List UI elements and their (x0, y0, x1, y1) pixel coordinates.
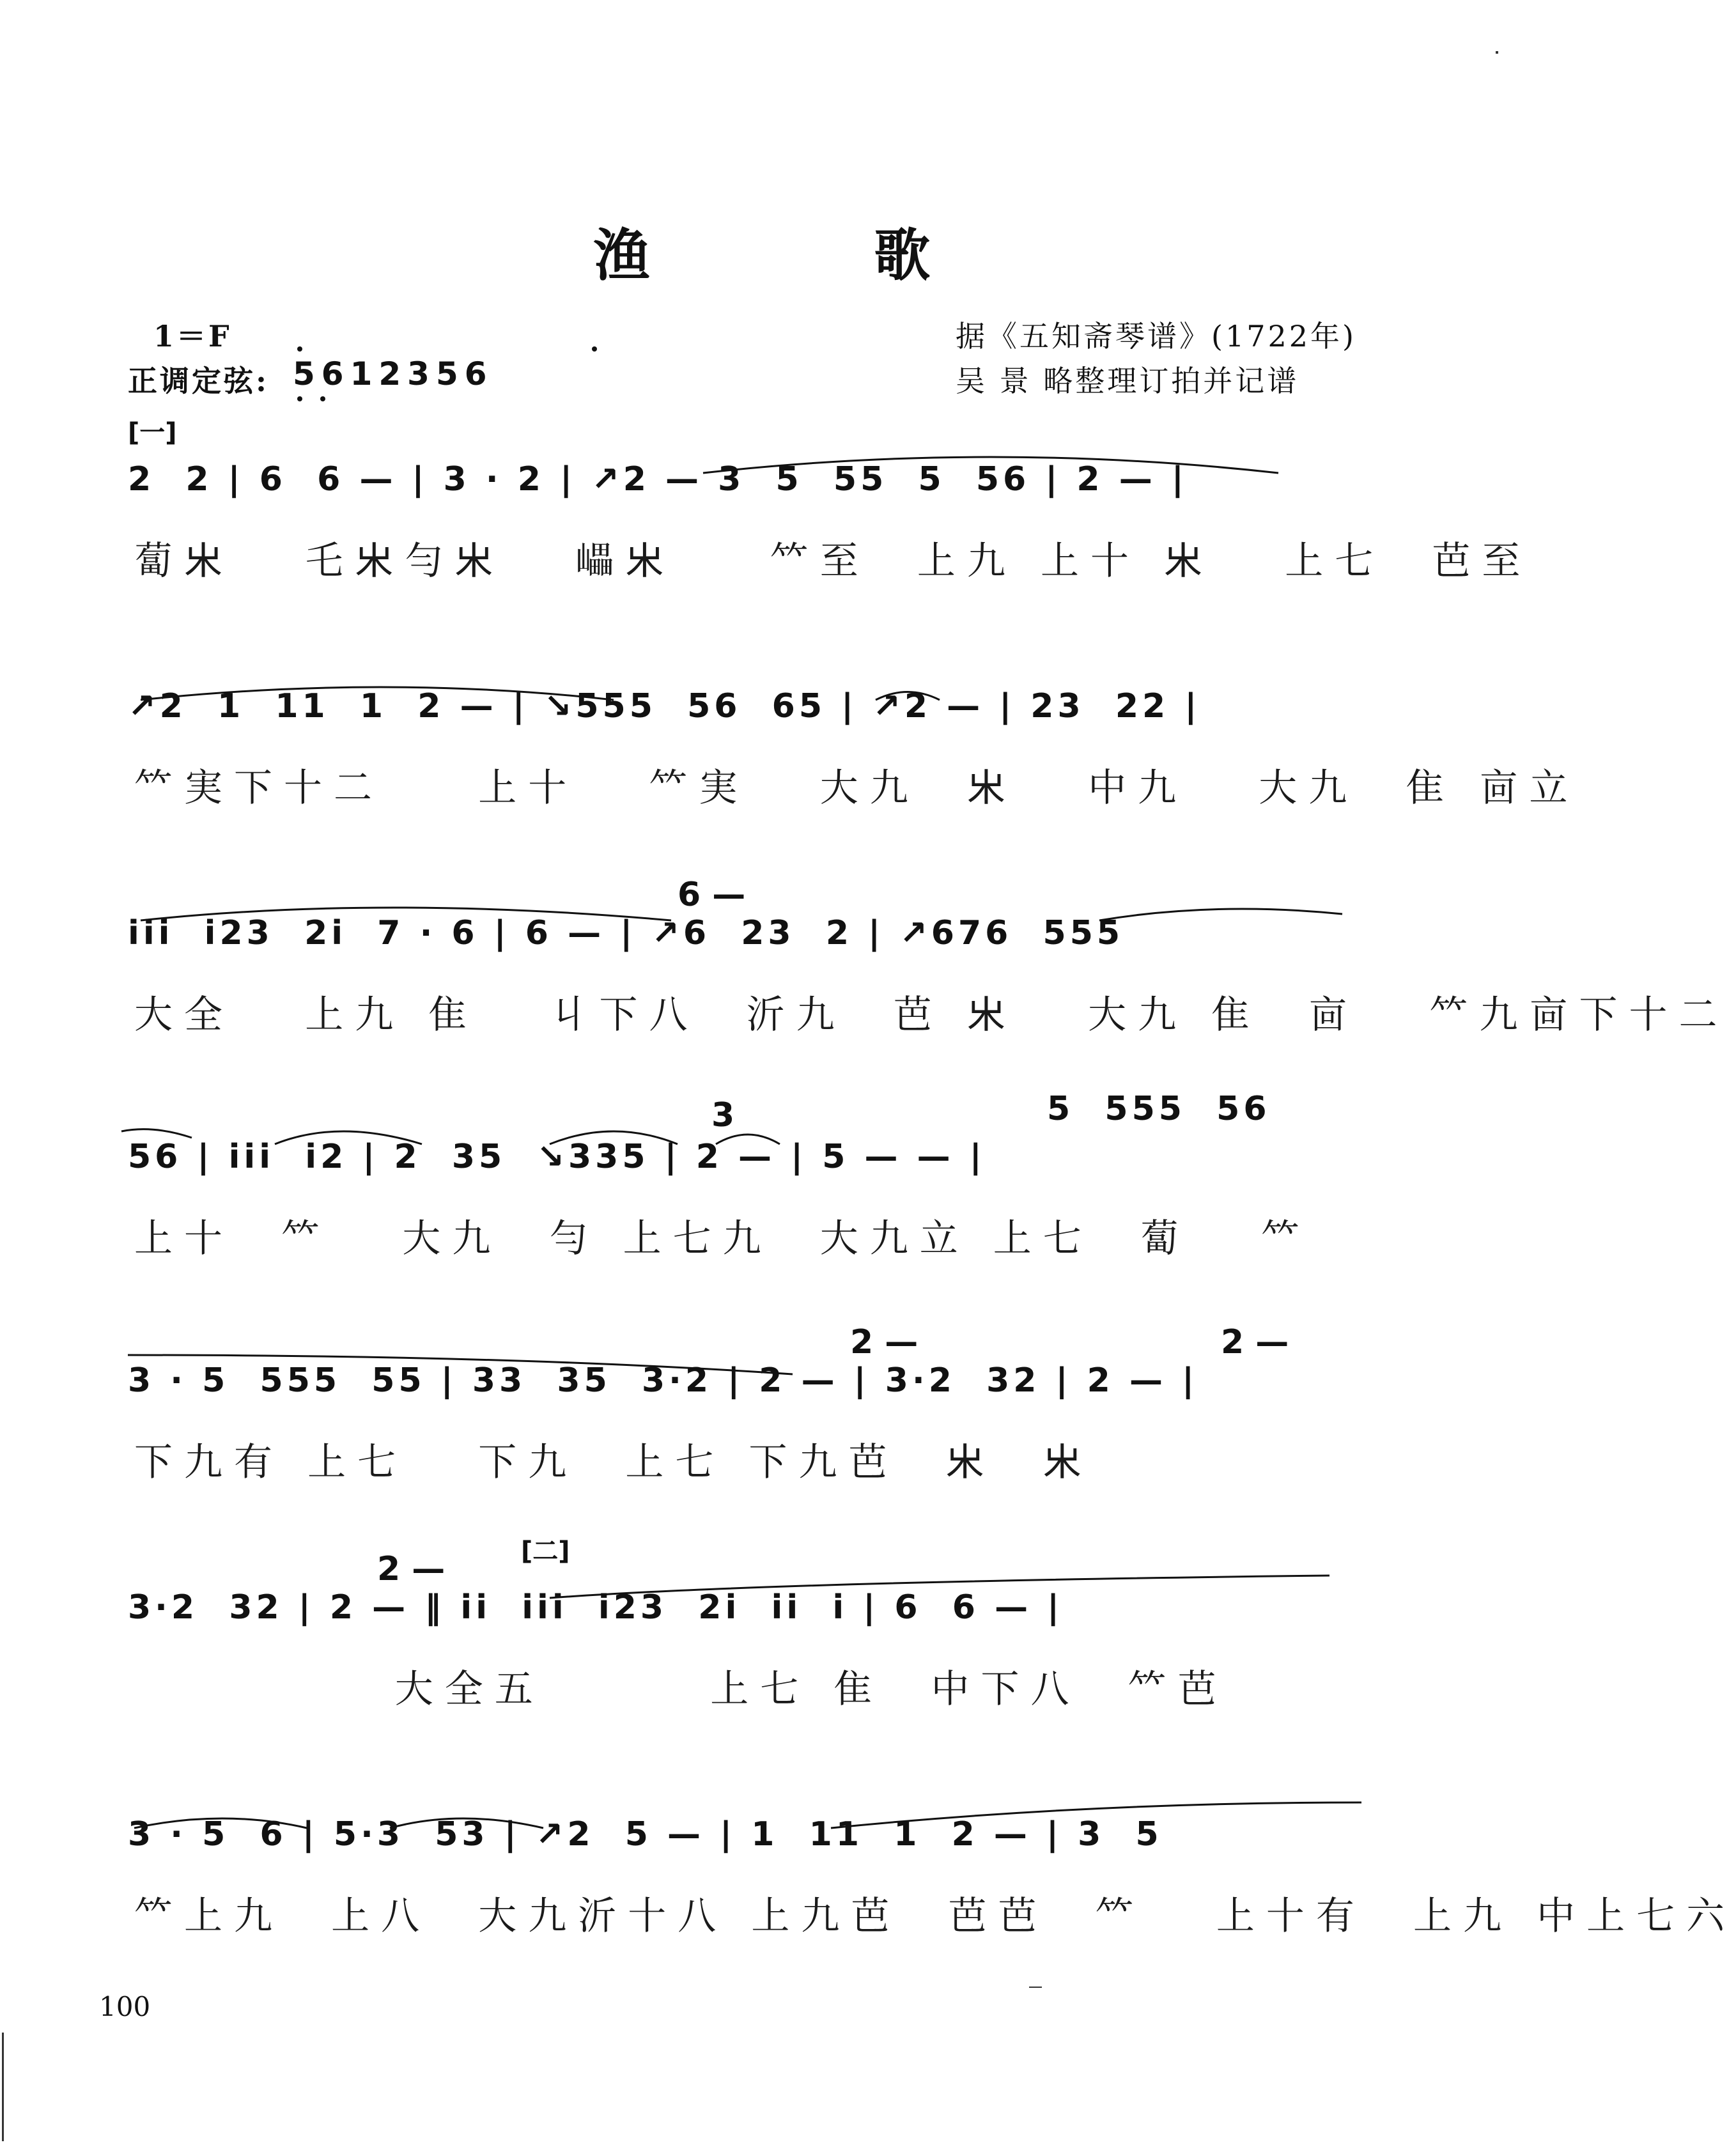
tuning-label: 正调定弦: (128, 364, 269, 398)
guqin-tablature: 蔔𣎵 乇𣎵勻𣎵 𡾊𣎵 𥫗至 上九 上十 𣎵 上七 芭至 (134, 539, 1532, 584)
staff-7 (128, 1815, 1736, 1969)
staff-6 (128, 1550, 1342, 1742)
guqin-tablature: 大全五 上七 隹 中下八 𥫗芭 (134, 1667, 1228, 1712)
key-signature: 1＝F (153, 319, 232, 353)
jianpu-notes: 3·2 32 | 2 — ‖ ii iii i23 2i ii i | 6 6 — | (128, 1588, 1064, 1627)
staff-2 (128, 687, 1579, 841)
page-title: 渔 歌 (593, 222, 1033, 288)
section-label-2: [二] (521, 1537, 570, 1566)
section-label-1: [一] (128, 418, 177, 447)
guqin-tablature: 上十 𥫗 大九 勻 上七九 大九立 上七 蔔 𥫗 (134, 1216, 1312, 1261)
staff-3 (128, 876, 1729, 1067)
chord-upper: 2 — (1221, 1323, 1289, 1361)
chord-upper: 2 — (850, 1323, 918, 1361)
scan-speck (1029, 1987, 1042, 1988)
jianpu-notes: 2 2 | 6 6 — | 3 · 2 | ↗2 — 3 5 55 5 56 | 2 — | (128, 460, 1188, 499)
staff-5 (128, 1323, 1342, 1515)
staff-1 (128, 460, 1532, 614)
arranger-credit: 吴 景 略整理订拍并记谱 (956, 364, 1299, 398)
jianpu-notes: ↗2 1 11 1 2 — | ↘555 56 65 | ↗2 — | 23 22 | (128, 687, 1201, 725)
scan-edge-mark (2, 2033, 4, 2141)
page-number: 100 (99, 1991, 151, 2022)
jianpu-notes: iii i23 2i 7 · 6 | 6 — | ↗6 23 2 | ↗676 555 (128, 914, 1124, 952)
scan-speck (1496, 51, 1498, 54)
staff-4 (128, 1090, 1342, 1291)
guqin-tablature: 下九有 上七 下九 上七 下九芭 𣎵 𣎵 (134, 1440, 1093, 1485)
chord-upper: 2 — (377, 1550, 446, 1588)
jianpu-notes: 3 · 5 6 | 5·3 53 | ↗2 5 — | 1 11 1 2 — | 3 5 (128, 1815, 1163, 1854)
guqin-tablature: 𥫗実下十二 上十 𥫗実 大九 𣎵 中九 大九 隹 㐭立 (134, 766, 1579, 810)
tuning-dots (291, 345, 559, 409)
chord-upper: 3 (711, 1096, 735, 1135)
chord-upper: 5 555 56 (1047, 1090, 1271, 1128)
source-credit: 据《五知斋琴谱》(1722年) (956, 319, 1356, 353)
tuning-notes: 5612356 (293, 355, 493, 392)
chord-upper: 6 — (678, 876, 746, 914)
jianpu-notes: 56 | iii i2 | 2 35 ↘335 | 2 — | 5 — — | (128, 1138, 986, 1176)
guqin-tablature: 𥫗上九 上八 大九沂十八 上九芭 芭芭 𥫗 上十有 上九 中上七六 (134, 1894, 1736, 1939)
guqin-tablature: 大全 上九 隹 丩下八 沂九 芭 𣎵 大九 隹 㐭 𥫗九㐭下十二 (134, 993, 1729, 1037)
jianpu-notes: 3 · 5 555 55 | 33 35 3·2 | 2 — | 3·2 32 | 2 — | (128, 1361, 1198, 1400)
